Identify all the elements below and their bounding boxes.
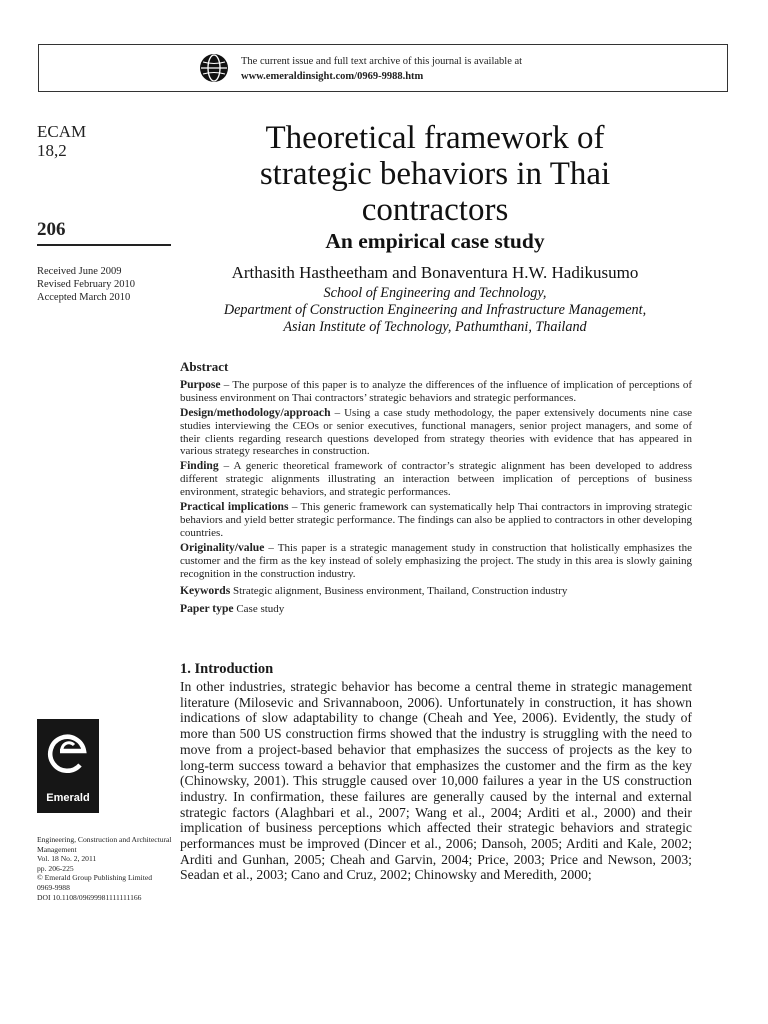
abstract-purpose (180, 379, 692, 405)
introduction-section (180, 661, 692, 883)
purpose-label: Purpose (180, 377, 221, 391)
article-subtitle: An empirical case study (325, 229, 545, 253)
banner-line: The current issue and full text archive of this journal is available at (241, 56, 523, 67)
pub-volume: Vol. 18 No. 2, 2011 (37, 854, 97, 864)
abstract-design (180, 407, 692, 459)
archive-banner (38, 44, 728, 92)
journal-volume: 18,2 (37, 141, 67, 160)
abstract-paper-type (180, 603, 692, 616)
globe-icon (199, 53, 229, 83)
pub-pages: pp. 206-225 (37, 863, 74, 873)
title-line: Theoretical framework of (265, 120, 605, 156)
author-affiliation (180, 285, 690, 336)
purpose-text: – The purpose of this paper is to analyze the differences of the influence of implication of perceptions of business environment on Thai contractors’ strategic behaviors and strategic performances. (180, 378, 692, 404)
finding-text: – A generic theoretical framework of contractor’s strategic alignment has been developed to address different strategic alignments illustrating an interaction between implication of perceptions of business environment, strategic behaviors, and strategic performances. (180, 460, 692, 499)
publication-info (37, 835, 177, 902)
title-line: strategic behaviors in Thai (259, 156, 611, 192)
emerald-e-icon (46, 729, 90, 779)
title-line: contractors (361, 192, 509, 228)
page-number-rule (37, 244, 171, 246)
logo-wordmark: Emerald (46, 792, 90, 804)
abstract-heading: Abstract (180, 359, 229, 374)
page-number: 206 (37, 219, 66, 240)
abstract-finding (180, 460, 692, 499)
originality-text: – This paper is a strategic management study in construction that holistically emphasizes the customer and the firm as the key instead of solely emphasizing the project. The study in this area is slowly gaining recognition in the construction industry. (180, 541, 692, 580)
abstract-section (180, 361, 692, 618)
paper-type-label: Paper type (180, 602, 234, 616)
pub-copyright: © Emerald Group Publishing Limited (37, 873, 153, 883)
revised-date: Revised February 2010 (37, 279, 135, 290)
practical-label: Practical implications (180, 500, 289, 514)
received-date: Received June 2009 (37, 266, 122, 277)
affiliation-line: Department of Construction Engineering and Infrastructure Management, (223, 302, 647, 318)
journal-url-link[interactable]: www.emeraldinsight.com/0969-9988.htm (241, 71, 424, 82)
emerald-logo (37, 719, 99, 813)
affiliation-line: School of Engineering and Technology, (323, 285, 547, 301)
submission-dates (37, 265, 135, 304)
design-text: – Using a case study methodology, the paper extensively documents nine case studies interviewing the CEOs or senior executives, functional managers, senior project managers, and some of their clients regarding research questions developed from strategy theories with evidence that has appeared in various strategy researches in construction. (180, 406, 692, 458)
accepted-date: Accepted March 2010 (37, 292, 131, 303)
pub-journal: Engineering, Construction and Architectural Management (37, 835, 172, 854)
article-title (180, 120, 690, 228)
banner-text (241, 54, 522, 84)
design-label: Design/methodology/approach (180, 405, 331, 419)
article-authors: Arthasith Hastheetham and Bonaventura H.W. Hadikusumo (231, 263, 639, 282)
journal-code (37, 122, 86, 160)
abstract-practical (180, 501, 692, 540)
pub-doi: DOI 10.1108/09699981111111166 (37, 892, 142, 902)
introduction-heading: 1. Introduction (180, 661, 274, 677)
abstract-keywords (180, 585, 692, 598)
journal-abbrev: ECAM (37, 122, 87, 141)
keywords-text: Strategic alignment, Business environment, Thailand, Construction industry (230, 584, 568, 597)
originality-label: Originality/value (180, 540, 265, 554)
finding-label: Finding (180, 459, 219, 473)
paper-type-text: Case study (233, 603, 285, 616)
pub-issn: 0969-9988 (37, 882, 70, 892)
abstract-originality (180, 542, 692, 581)
practical-text: – This generic framework can systematically help Thai contractors in improving strategic behaviors and yield better strategic performance. The findings can also be applied to contractors in other developing countries. (180, 501, 692, 539)
keywords-label: Keywords (180, 583, 231, 597)
introduction-body: In other industries, strategic behavior has become a central theme in strategic management literature (Milosevic and Srivannaboon, 2006). Unfortunately in construction, it has shown indications of slow adaptability to change (Cheah and Yee, 2006). Evidently, the study of more than 500 US construction firms showed that the industry is struggling with the need to move from a project-based behavior that emphasizes the success of projects as the key to long-term success toward a behavior that emphasizes the customer and the firm as the key (Chinowsky, 2001). This struggle caused over 10,000 failures a year in the US construction industry. In confirmation, these failures are generally caused by the internal and external strategic factors (Alaghbari et al., 2007; Wang et al., 2004; Arditi et al., 2000) and their implication of business perceptions which affected their strategic behaviors and strategic performances must be improved (Dincer et al., 2006; Dansoh, 2005; Arditi and Kale, 2002; Arditi and Gunhan, 2005; Cheah and Garvin, 2004; Price, 2003; Price and Newson, 2003; Seadan et al., 2003; Cano and Cruz, 2002; Chinowsky and Meredith, 2000; (180, 679, 692, 883)
affiliation-line: Asian Institute of Technology, Pathumthani, Thailand (283, 319, 587, 335)
